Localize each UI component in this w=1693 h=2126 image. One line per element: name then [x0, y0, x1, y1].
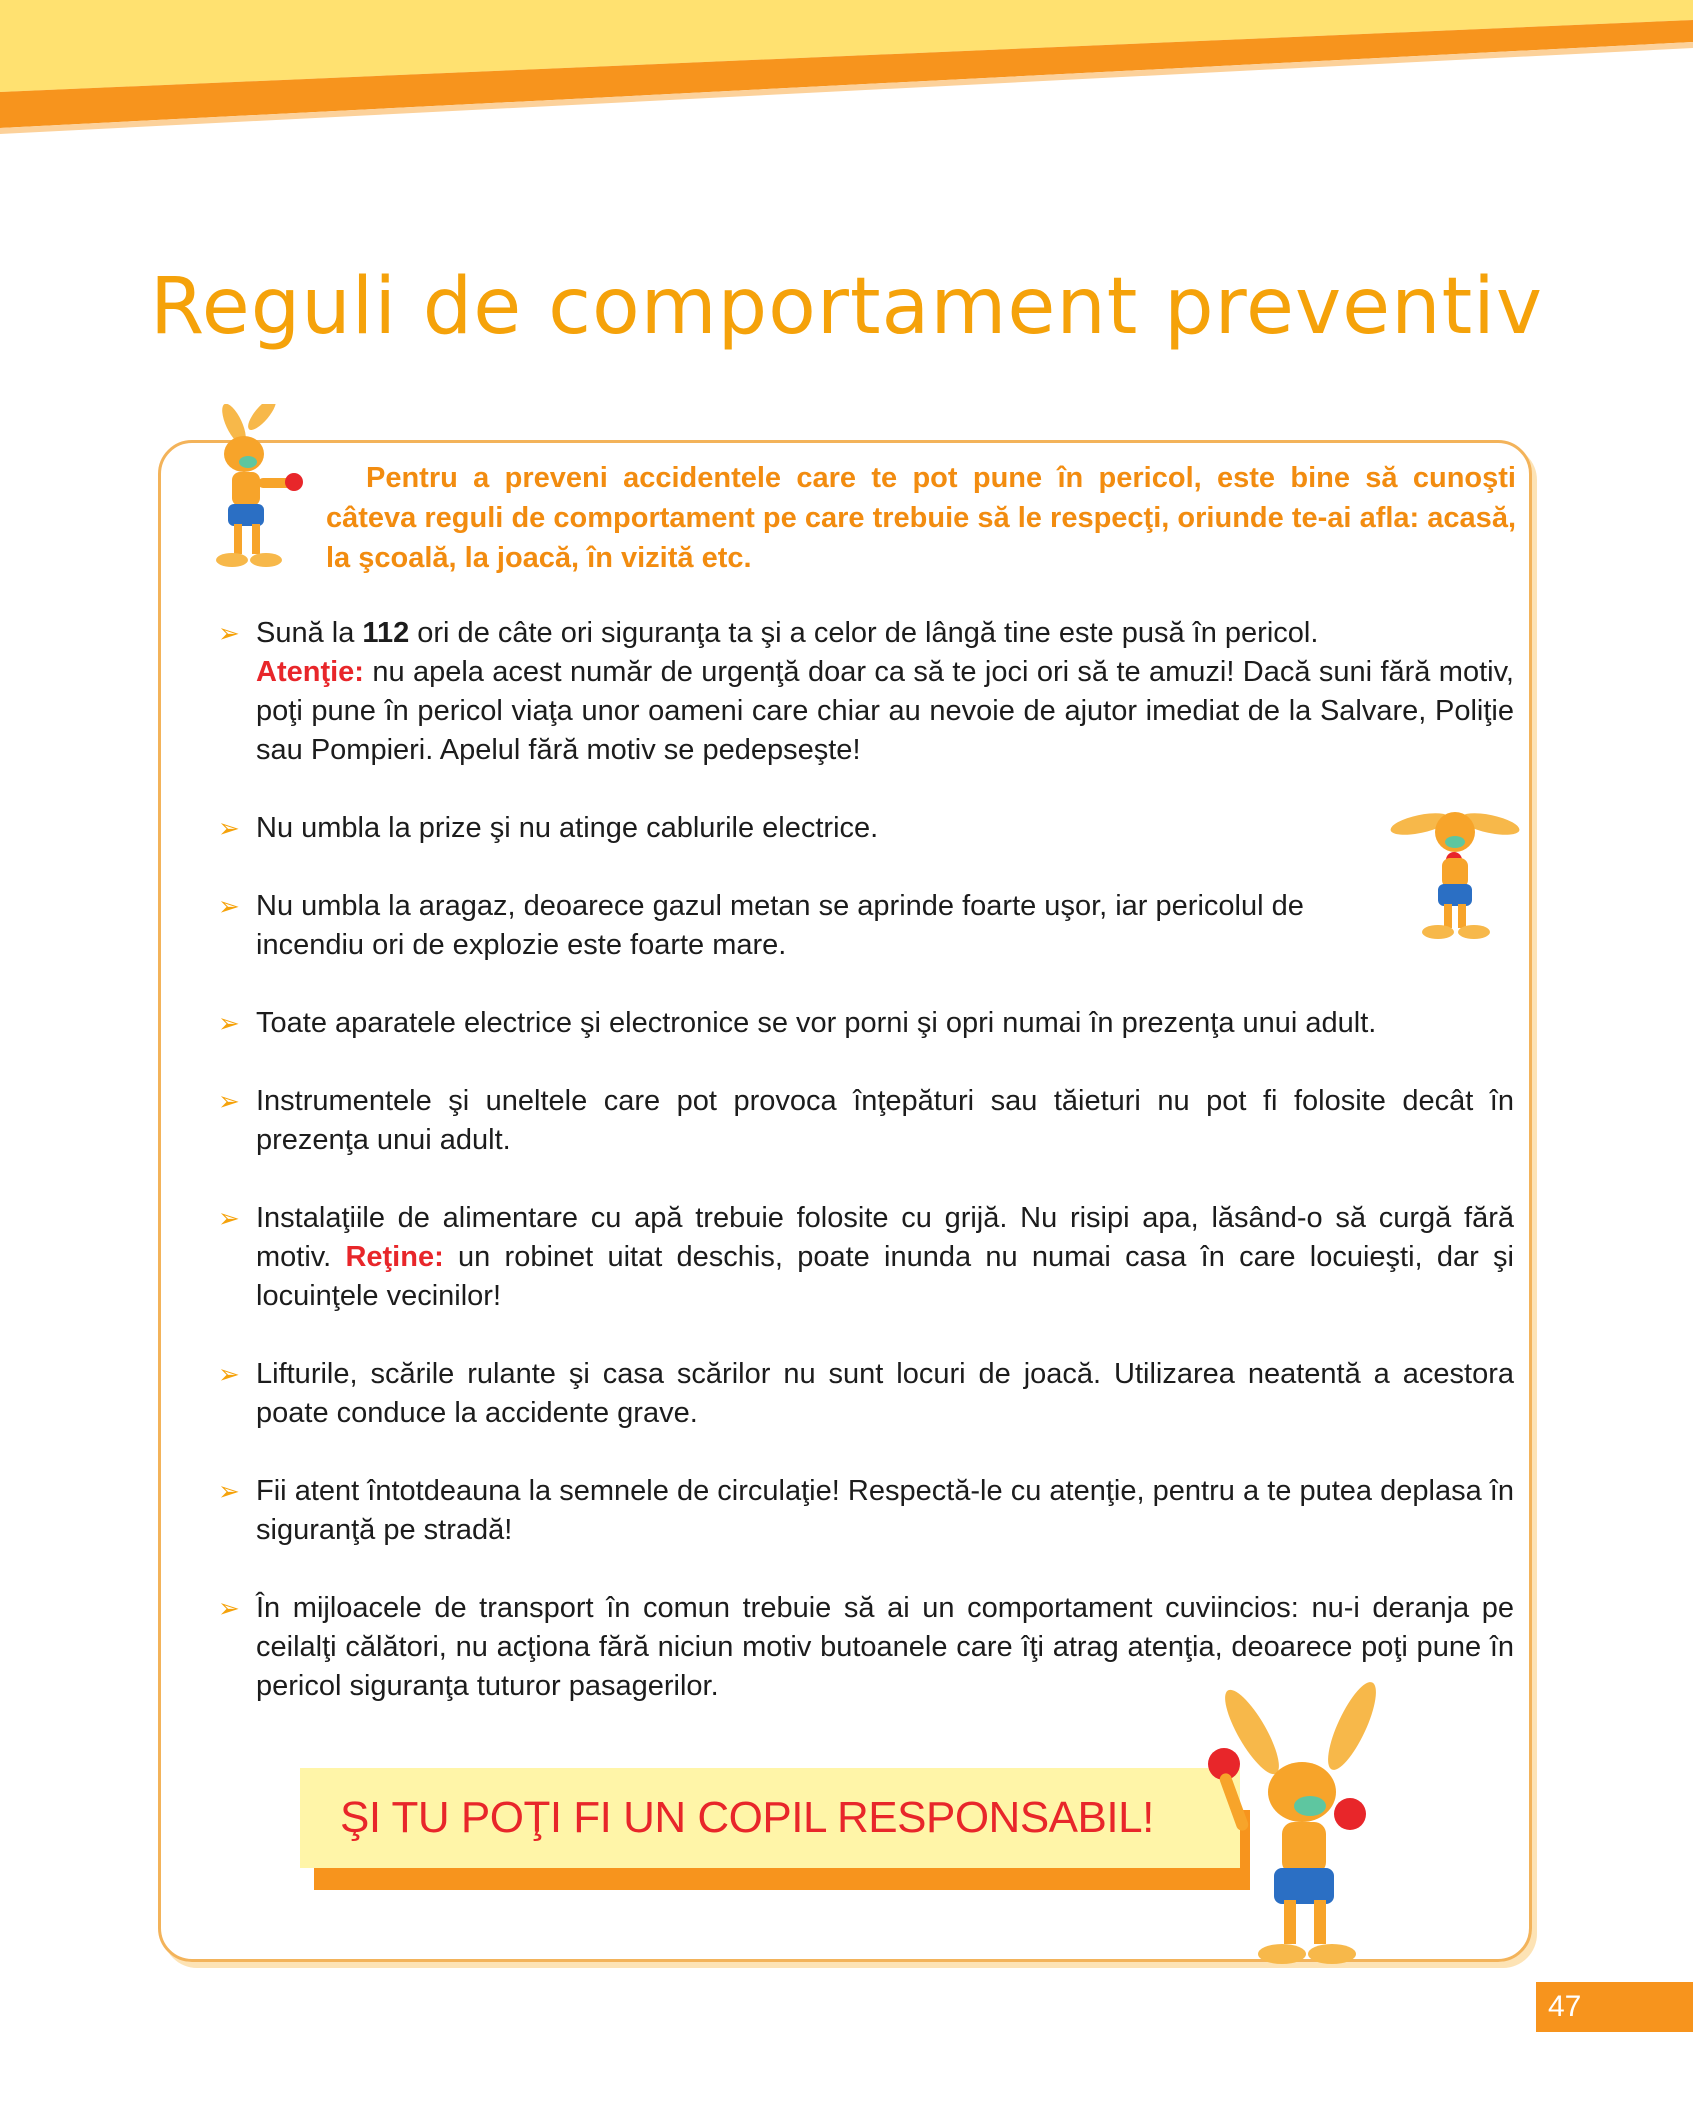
rule-text: Fii atent întotdeauna la semnele de circulaţie! Respectă-le cu atenţie, pentru a te putea deplasa în siguranţă pe stradă!: [256, 1475, 1514, 1546]
list-item: [218, 1355, 1514, 1433]
list-item: [218, 809, 1514, 848]
rule-text: ori de câte ori siguranţa ta şi a celor de lângă tine este pusă în pericol.: [409, 617, 1319, 649]
rules-list: [218, 614, 1514, 1745]
rule-text: Toate aparatele electrice şi electronice se vor porni şi opri numai în prezenţa unui adult.: [256, 1007, 1377, 1039]
page-number: 47: [1536, 1982, 1693, 2032]
bunny-mascot-icon: [196, 404, 308, 576]
bullet-arrow-icon: ➢: [218, 813, 240, 843]
rule-text: un robinet uitat deschis, poate inunda nu numai casa în care locuieşti, dar şi locuinţele vecinilor!: [256, 1241, 1514, 1312]
list-item: [218, 1199, 1514, 1316]
top-decorative-band: [0, 0, 1693, 140]
bullet-arrow-icon: ➢: [218, 1008, 240, 1038]
bullet-arrow-icon: ➢: [218, 891, 240, 921]
bullet-arrow-icon: ➢: [218, 618, 240, 648]
page-title: Reguli de comportament preventiv: [150, 262, 1543, 352]
rule-text: Sună la: [256, 617, 363, 649]
slogan-banner: [300, 1768, 1240, 1868]
bunny-mascot-icon: [1202, 1682, 1382, 1976]
list-item: [218, 1472, 1514, 1550]
bullet-arrow-icon: ➢: [218, 1359, 240, 1389]
bullet-arrow-icon: ➢: [218, 1593, 240, 1623]
rule-text: Nu umbla la prize şi nu atinge cablurile electrice.: [256, 812, 879, 844]
slogan-text: ŞI TU POŢI FI UN COPIL RESPONSABIL!: [340, 1793, 1154, 1842]
bullet-arrow-icon: ➢: [218, 1203, 240, 1233]
intro-paragraph: Pentru a preveni accidentele care te pot pune în pericol, este bine să cunoşti câteva reguli de comportament pe care trebuie să le respecţi, oriunde te-ai afla: acasă, la şcoală, la joacă, în vizită etc.: [326, 462, 1516, 574]
rule-text: Lifturile, scările rulante şi casa scărilor nu sunt locuri de joacă. Utilizarea neatentă a acestora poate conduce la accidente grave.: [256, 1358, 1514, 1429]
rule-text: Instalaţiile de alimentare cu apă trebuie folosite cu grijă. Nu risipi apa, lăsând-o să curgă fără motiv.: [256, 1202, 1514, 1273]
list-item: [218, 1082, 1514, 1160]
remember-label: Reţine:: [345, 1241, 444, 1273]
rule-text: nu apela acest număr de urgenţă doar ca să te joci ori să te amuzi! Dacă suni fără motiv, poţi pune în pericol viaţa unor oameni care chiar au nevoie de ajutor imediat de la Salvare, Poliţie sau Pompieri. Apelul fără motiv se pedepseşte!: [256, 656, 1514, 766]
rule-text: În mijloacele de transport în comun trebuie să ai un comportament cuviincios: nu-i deranja pe ceilalţi călători, nu acţiona fără niciun motiv butoanele care îţi atrag atenţia, deoarece poţi pune în pericol siguranţa tuturor pasagerilor.: [256, 1592, 1514, 1702]
emergency-number: 112: [362, 617, 410, 649]
bunny-mascot-icon: [1390, 798, 1520, 944]
rule-text: Instrumentele şi uneltele care pot provoca înţepături sau tăieturi nu pot fi folosite decât în prezenţa unui adult.: [256, 1085, 1514, 1156]
bullet-arrow-icon: ➢: [218, 1476, 240, 1506]
list-item: [218, 614, 1514, 770]
warning-label: Atenţie:: [256, 656, 364, 688]
list-item: [218, 887, 1514, 965]
bullet-arrow-icon: ➢: [218, 1086, 240, 1116]
list-item: [218, 1004, 1514, 1043]
rule-text: Nu umbla la aragaz, deoarece gazul metan se aprinde foarte uşor, iar pericolul de incendiu ori de explozie este foarte mare.: [256, 890, 1304, 961]
